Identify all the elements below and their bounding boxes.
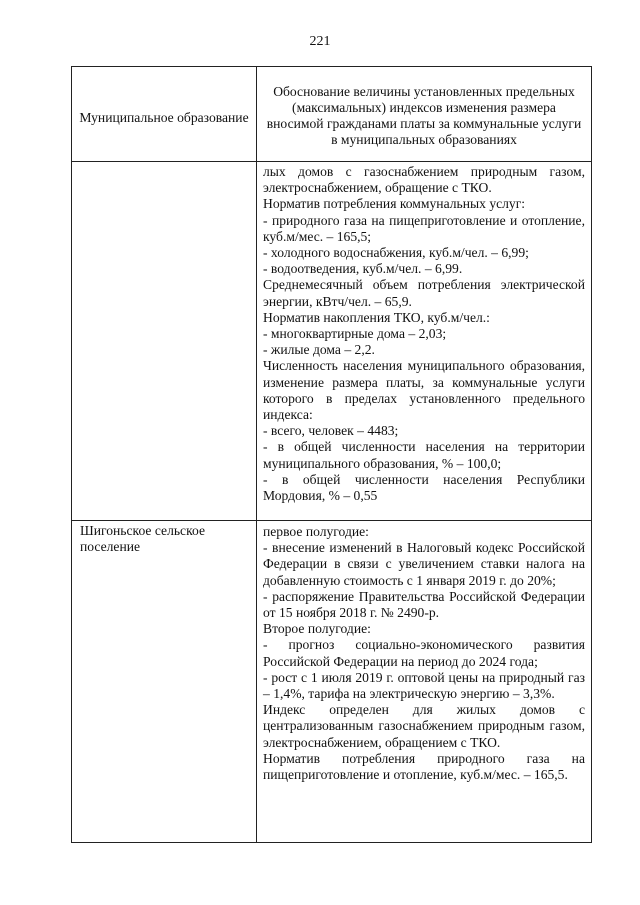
justification-paragraph: - всего, человек – 4483;	[263, 423, 399, 439]
justification-cell	[257, 162, 592, 521]
justification-paragraph: Второе полугодие:	[263, 621, 371, 637]
header-municipality-text: Муниципальное образование	[79, 109, 249, 125]
header-justification-text: Обоснование величины установленных предельных (максимальных) индексов изменения размера вносимой гражданами платы за коммунальные услуги в муниципальных образованиях	[266, 83, 582, 148]
justification-paragraph: - внесение изменений в Налоговый кодекс Российской Федерации в связи с увеличением ставки налога на добавленную стоимость с 1 января 2019 г. до 20%;	[263, 540, 585, 588]
justification-paragraph: - жилые дома – 2,2.	[263, 342, 375, 358]
justification-paragraph: - рост с 1 июля 2019 г. оптовой цены на природный газ – 1,4%, тарифа на электрическую энергию – 3,3%.	[263, 669, 585, 702]
justification-paragraph: - прогноз социально-экономического развития Российской Федерации на период до 2024 года;	[263, 637, 585, 669]
municipality-cell: Шигоньское сельское поселение	[72, 521, 257, 843]
page-number: 221	[309, 34, 331, 49]
justification-paragraph: Среднемесячный объем потребления электрической энергии, кВтч/чел. – 65,9.	[263, 277, 585, 309]
justification-paragraph: первое полугодие:	[263, 524, 369, 539]
justification-paragraph: Норматив потребления природного газа на пищеприготовление и отопление, куб.м/мес. – 165,5.	[263, 750, 585, 783]
justification-paragraph: Индекс определен для жилых домов с централизованным газоснабжением природным газом, электроснабжением, обращением с ТКО.	[263, 702, 585, 750]
table-row	[72, 521, 592, 843]
justification-paragraph: Численность населения муниципального образования, изменение размера платы, за коммунальные услуги которого в пределах установленного предельного индекса:	[263, 358, 585, 423]
justification-paragraph: лых домов с газоснабжением природным газом, электроснабжением, обращение с ТКО.	[263, 164, 585, 196]
justification-paragraph: Норматив потребления коммунальных услуг:	[263, 196, 526, 212]
header-municipality	[72, 67, 257, 162]
justification-paragraph: - природного газа на пищеприготовление и отопление, куб.м/мес. – 165,5;	[263, 212, 585, 244]
justification-paragraph: - в общей численности населения Республики Мордовия, % – 0,55	[263, 471, 585, 504]
table-row	[72, 162, 592, 521]
municipality-cell	[72, 162, 257, 521]
justification-paragraph: - распоряжение Правительства Российской Федерации от 15 ноября 2018 г. № 2490-р.	[263, 588, 585, 621]
header-justification	[257, 67, 592, 162]
justification-paragraph: Норматив накопления ТКО, куб.м/чел.:	[263, 309, 490, 325]
table-header-row	[72, 67, 592, 162]
justification-paragraph: - в общей численности населения на территории муниципального образования, % – 100,0;	[263, 439, 585, 471]
justification-paragraph: - многоквартирные дома – 2,03;	[263, 326, 447, 342]
justification-paragraph: - холодного водоснабжения, куб.м/чел. – 6,99;	[263, 245, 529, 261]
justification-table	[71, 66, 592, 843]
justification-cell	[257, 521, 592, 843]
justification-paragraph: - водоотведения, куб.м/чел. – 6,99.	[263, 261, 463, 277]
